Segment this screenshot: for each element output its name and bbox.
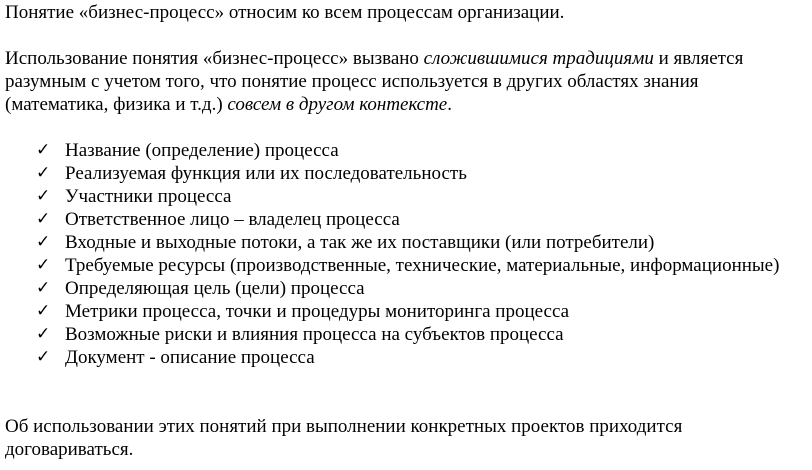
definition-text-3: . bbox=[447, 94, 452, 115]
checklist-item bbox=[5, 277, 805, 300]
check-icon: ✓ bbox=[36, 347, 51, 367]
definition-italic-1: сложившимися традициями bbox=[423, 48, 654, 69]
checklist-item-label: Реализуемая функция или их последовательность bbox=[65, 163, 467, 184]
check-icon: ✓ bbox=[36, 140, 51, 160]
definition-text-2: и является разумным с учетом того, что понятие процесс используется в других областях знания (математика, физика и т.д.) bbox=[5, 48, 744, 115]
checklist-item-label: Метрики процесса, точки и процедуры мониторинга процесса bbox=[65, 301, 570, 322]
check-icon: ✓ bbox=[36, 186, 51, 206]
checklist-item bbox=[5, 254, 805, 277]
checklist-item-label: Требуемые ресурсы (производственные, технические, материальные, информационные) bbox=[65, 255, 780, 276]
check-icon: ✓ bbox=[36, 324, 51, 344]
checklist-item bbox=[5, 139, 805, 162]
conclusion-paragraph: Об использовании этих понятий при выполнении конкретных проектов приходится договариваться. bbox=[5, 416, 683, 460]
definition-text-1: Использование понятия «бизнес-процесс» вызвано bbox=[5, 48, 424, 69]
checklist-item bbox=[5, 208, 805, 231]
check-icon: ✓ bbox=[36, 209, 51, 229]
process-attributes-checklist bbox=[5, 139, 805, 369]
checklist-item-label: Входные и выходные потоки, а так же их поставщики (или потребители) bbox=[65, 232, 655, 253]
check-icon: ✓ bbox=[36, 163, 51, 183]
checklist-item-label: Название (определение) процесса bbox=[65, 140, 339, 161]
checklist-item-label: Документ - описание процесса bbox=[65, 347, 315, 368]
checklist-item bbox=[5, 346, 805, 369]
check-icon: ✓ bbox=[36, 255, 51, 275]
check-icon: ✓ bbox=[36, 301, 51, 321]
intro-paragraph: Понятие «бизнес-процесс» относим ко всем процессам организации. bbox=[5, 2, 565, 23]
checklist-item bbox=[5, 162, 805, 185]
checklist-item-label: Участники процесса bbox=[65, 186, 232, 207]
checklist-item-label: Определяющая цель (цели) процесса bbox=[65, 278, 365, 299]
check-icon: ✓ bbox=[36, 232, 51, 252]
definition-italic-2: совсем в другом контексте bbox=[227, 94, 448, 115]
definition-paragraph bbox=[5, 47, 805, 116]
checklist-item bbox=[5, 323, 805, 346]
checklist-item bbox=[5, 185, 805, 208]
checklist-item bbox=[5, 300, 805, 323]
check-icon: ✓ bbox=[36, 278, 51, 298]
checklist-item-label: Возможные риски и влияния процесса на субъектов процесса bbox=[65, 324, 564, 345]
checklist-item-label: Ответственное лицо – владелец процесса bbox=[65, 209, 400, 230]
checklist-item bbox=[5, 231, 805, 254]
